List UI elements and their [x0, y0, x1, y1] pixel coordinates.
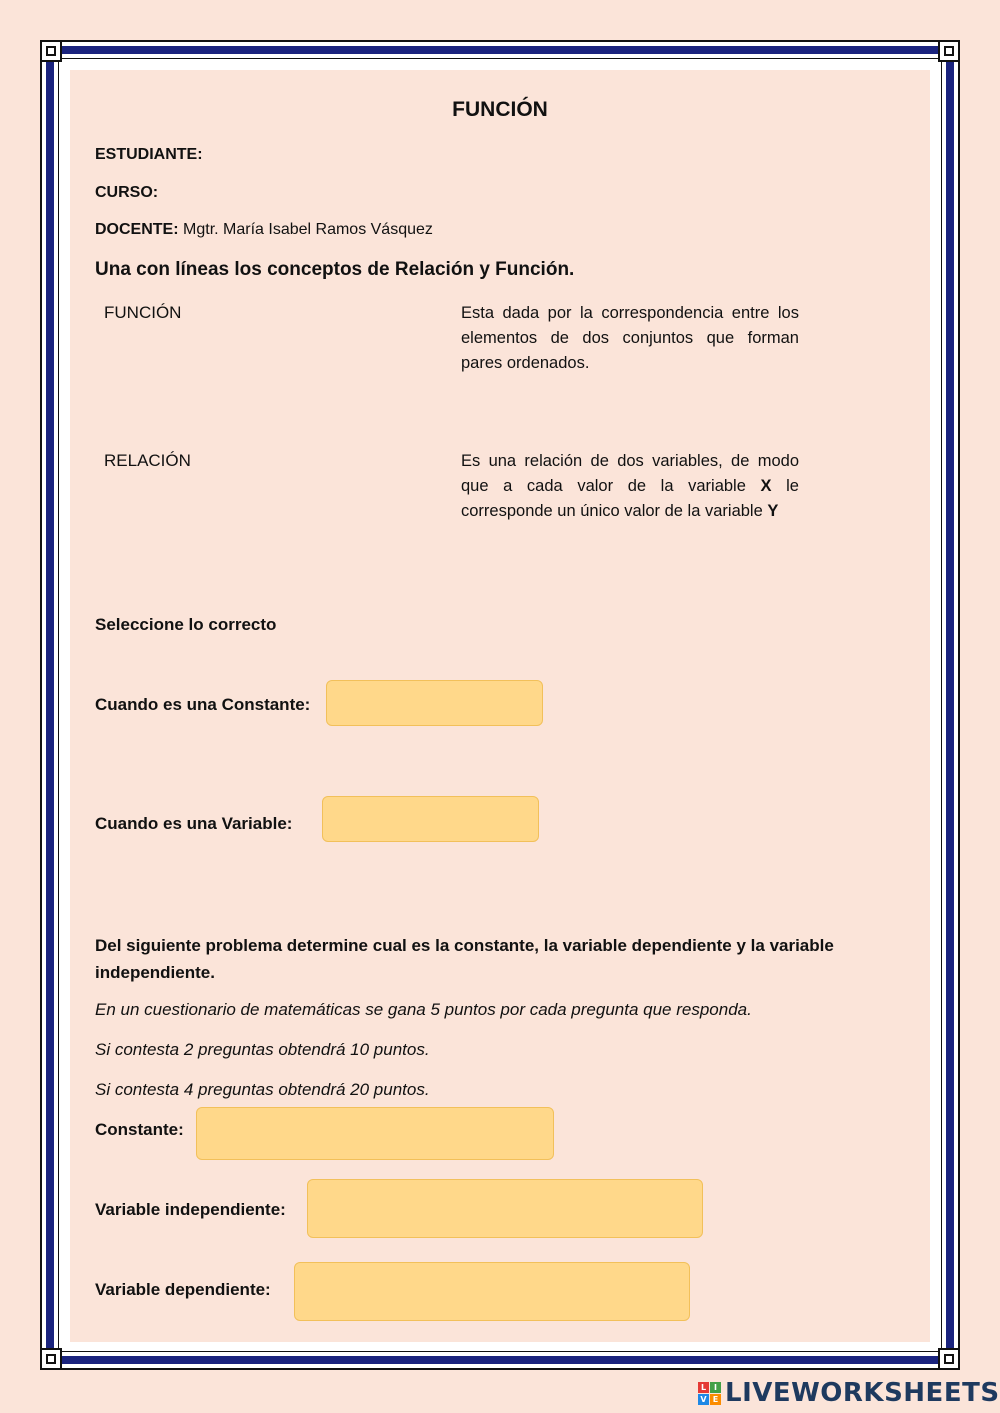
problem-line-1: En un cuestionario de matemáticas se gana 5 puntos por cada pregunta que responda. [95, 1000, 752, 1019]
constant-answer-box[interactable] [196, 1107, 554, 1160]
liveworksheets-logo-icon [698, 1382, 721, 1405]
page-title: FUNCIÓN [452, 98, 548, 121]
independent-answer-box[interactable] [307, 1179, 703, 1238]
logo-letter: L [698, 1382, 709, 1393]
dependent-answer-box[interactable] [294, 1262, 690, 1321]
frame-corner-ornament [938, 1348, 960, 1370]
teacher-label: DOCENTE: [95, 221, 179, 238]
problem-instruction: Del siguiente problema determine cual es la constante, la variable dependiente y la variable independiente. [95, 936, 834, 982]
logo-letter: E [710, 1394, 721, 1405]
logo-letter: I [710, 1382, 721, 1393]
teacher-name: Mgtr. María Isabel Ramos Vásquez [183, 221, 433, 238]
problem-line-2: Si contesta 2 preguntas obtendrá 10 puntos. [95, 1040, 430, 1059]
independent-answer-label: Variable independiente: [95, 1200, 286, 1219]
course-label: CURSO: [95, 184, 159, 201]
worksheet-content [70, 70, 930, 1342]
frame-corner-ornament [40, 40, 62, 62]
select-instruction: Seleccione lo correcto [95, 615, 277, 634]
definition-2-y: Y [767, 502, 779, 520]
variable-question-label: Cuando es una Variable: [95, 814, 293, 833]
matching-instruction: Una con líneas los conceptos de Relación y Función. [95, 259, 575, 280]
frame-corner-ornament [938, 40, 960, 62]
frame-corner-ornament [40, 1348, 62, 1370]
constant-question-label: Cuando es una Constante: [95, 695, 311, 714]
definition-1[interactable]: Esta dada por la correspondencia entre los elementos de dos conjuntos que forman pares ordenados. [461, 304, 799, 372]
watermark-text: LIVEWORKSHEETS [725, 1378, 1000, 1408]
definition-2[interactable] [461, 449, 799, 524]
constant-answer-label: Constante: [95, 1120, 184, 1139]
definition-2-text-a: Es una relación de dos variables, de modo que a cada valor de la variable [461, 452, 799, 495]
dependent-answer-label: Variable dependiente: [95, 1280, 271, 1299]
definition-2-text-b: le corresponde un único valor de la variable [461, 477, 799, 520]
student-label: ESTUDIANTE: [95, 146, 203, 163]
definition-2-x: X [760, 477, 772, 495]
variable-select-box[interactable] [322, 796, 539, 842]
logo-letter: V [698, 1394, 709, 1405]
liveworksheets-watermark [698, 1378, 1000, 1408]
concept-funcion[interactable]: FUNCIÓN [104, 303, 182, 322]
teacher-line [95, 221, 433, 239]
concept-relacion[interactable]: RELACIÓN [104, 451, 191, 470]
constant-select-box[interactable] [326, 680, 543, 726]
problem-line-3: Si contesta 4 preguntas obtendrá 20 puntos. [95, 1080, 430, 1099]
